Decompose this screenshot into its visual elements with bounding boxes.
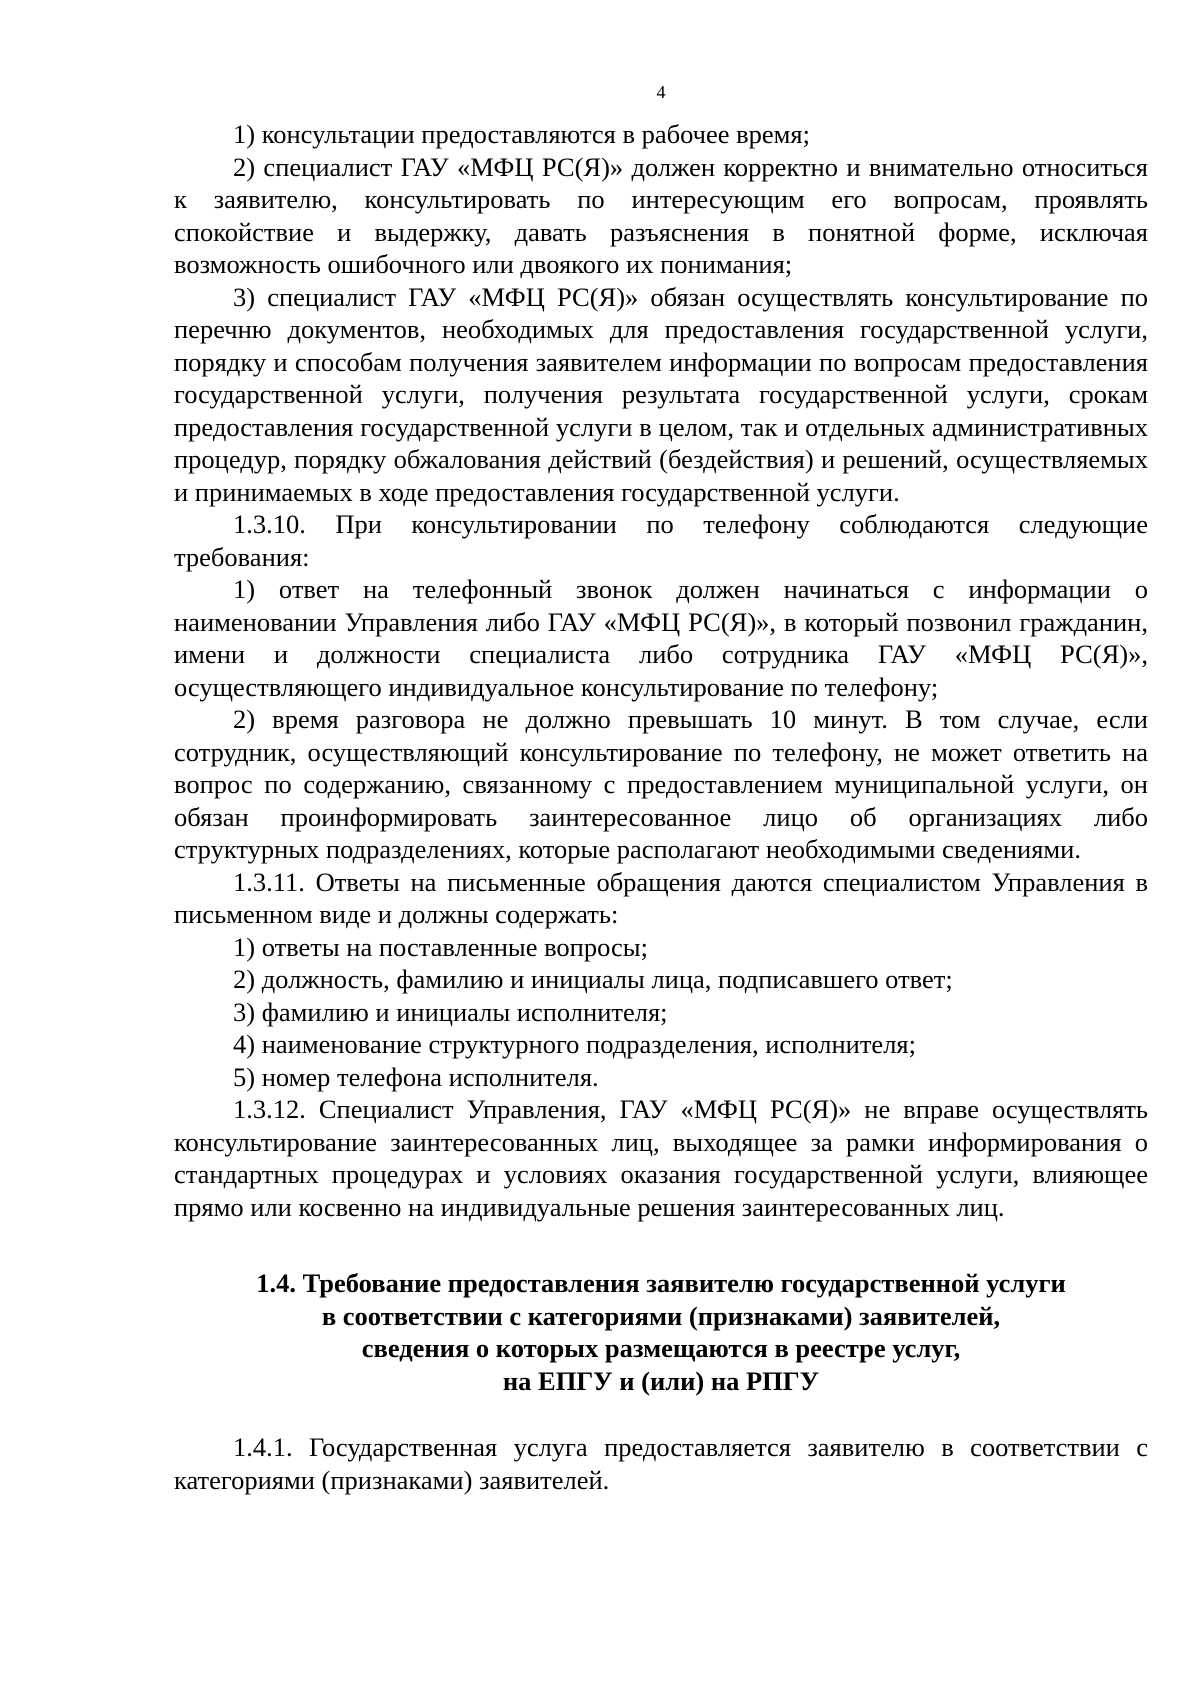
document-page: [174, 78, 1148, 1496]
paragraph-specialist-duties: 3) специалист ГАУ «МФЦ РС(Я)» обязан осуществлять консультирование по перечню документов, необходимых для предоставления государственной услуги, порядку и способам получения заявителем информации по вопросам предоставления государственной услуги, получения результата государственной услуги, срокам предоставления государственной услуги в целом, так и отдельных административных процедур, порядку обжалования действий (бездействия) и решений, осуществляемых и принимаемых в ходе предоставления государственной услуги.: [174, 281, 1148, 507]
list-item-answers: 1) ответы на поставленные вопросы;: [233, 931, 648, 962]
heading-line: на ЕПГУ и (или) на РПГУ: [502, 1365, 820, 1396]
list-item-phone: 5) номер телефона исполнителя.: [233, 1061, 599, 1092]
paragraph-consultation-hours: 1) консультации предоставляются в рабочее время;: [233, 119, 810, 149]
heading-line: в соответствии с категориями (признаками) заявителей,: [321, 1300, 1001, 1331]
list-item-department: 4) наименование структурного подразделения, исполнителя;: [233, 1029, 916, 1059]
heading-line: сведения о которых размещаются в реестре услуг,: [361, 1333, 961, 1363]
document-body: [174, 118, 1148, 1223]
section-heading-1-4: [174, 1267, 1148, 1397]
heading-line: 1.4. Требование предоставления заявителю государственной услуги: [256, 1268, 1066, 1298]
list-item-signatory: 2) должность, фамилию и инициалы лица, подписавшего ответ;: [233, 964, 953, 994]
paragraph-call-duration: 2) время разговора не должно превышать 10 минут. В том случае, если сотрудник, осуществляющий консультирование по телефону, не может ответить на вопрос по содержанию, связанному с предоставлением муниципальной услуги, он обязан проинформировать заинтересованное лицо об организациях либо структурных подразделениях, которые располагают необходимыми сведениями.: [174, 704, 1148, 864]
paragraph-1-3-11: 1.3.11. Ответы на письменные обращения даются специалистом Управления в письменном виде и должны содержать:: [174, 866, 1148, 929]
paragraph-phone-answer: 1) ответ на телефонный звонок должен начинаться с информации о наименовании Управления либо ГАУ «МФЦ РС(Я)», в который позвонил гражданин, имени и должности специалиста либо сотрудника ГАУ «МФЦ РС(Я)», осуществляющего индивидуальное консультирование по телефону;: [174, 574, 1148, 702]
list-item-executor: 3) фамилию и инициалы исполнителя;: [233, 996, 668, 1027]
page-number: 4: [656, 82, 666, 102]
paragraph-specialist-conduct: 2) специалист ГАУ «МФЦ РС(Я)» должен корректно и внимательно относиться к заявителю, консультировать по интересующим его вопросам, проявлять спокойствие и выдержку, давать разъяснения в понятной форме, исключая возможность ошибочного или двоякого их понимания;: [174, 151, 1148, 279]
paragraph-1-3-12: 1.3.12. Специалист Управления, ГАУ «МФЦ РС(Я)» не вправе осуществлять консультирование заинтересованных лиц, выходящее за рамки информирования о стандартных процедурах и условиях оказания государственной услуги, влияющее прямо или косвенно на индивидуальные решения заинтересованных лиц.: [174, 1094, 1148, 1222]
document-body-section-1-4: [174, 1431, 1148, 1496]
paragraph-1-3-10: 1.3.10. При консультировании по телефону соблюдаются следующие требования:: [174, 509, 1148, 572]
paragraph-1-4-1: 1.4.1. Государственная услуга предоставляется заявителю в соответствии с категориями (признаками) заявителей.: [174, 1432, 1148, 1495]
